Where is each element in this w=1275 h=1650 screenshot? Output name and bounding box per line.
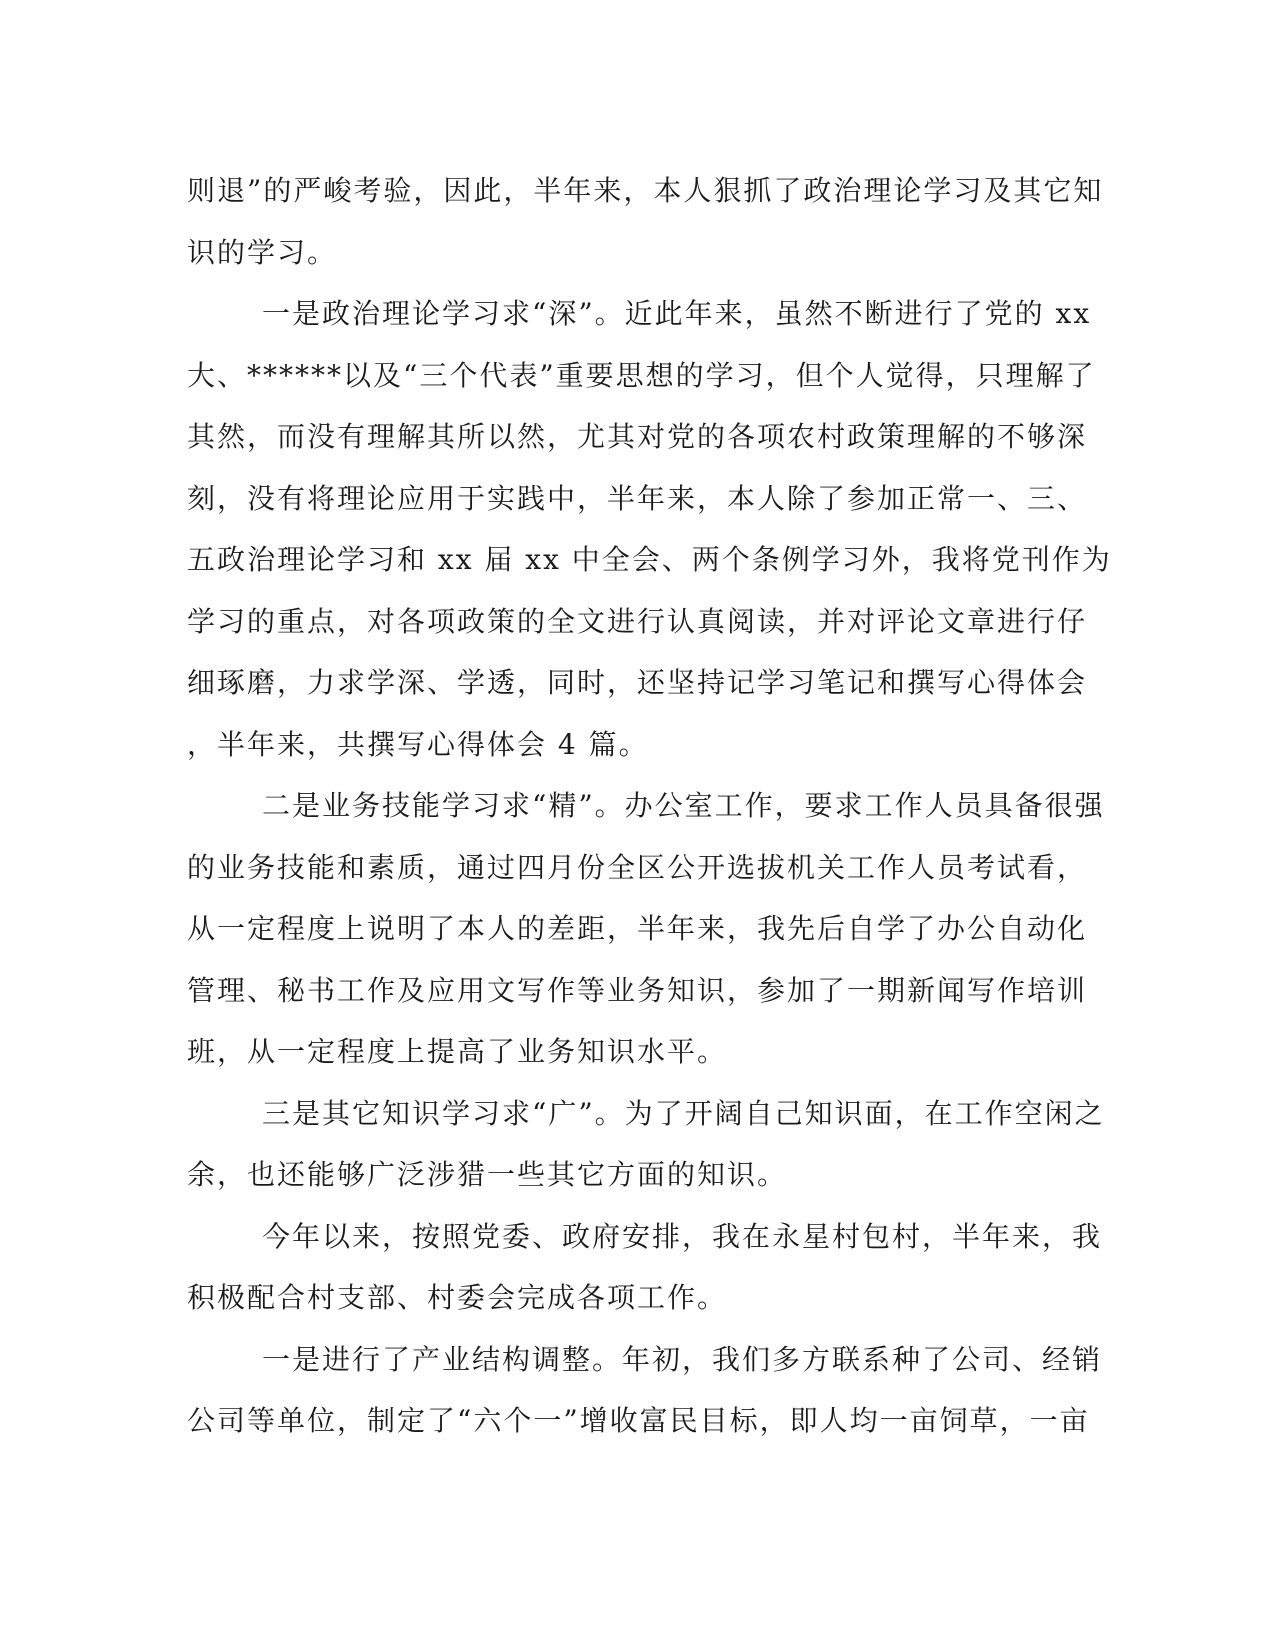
text-line: 五政治理论学习和 xx 届 xx 中全会、两个条例学习外，我将党刊作为 (187, 543, 1112, 576)
text-line: 的业务技能和素质，通过四月份全区公开选拔机关工作人员考试看， (187, 850, 1088, 884)
text-line: 刻，没有将理论应用于实践中，半年来，本人除了参加正常一、三、 (187, 481, 1088, 515)
text-line: 则退”的严峻考验，因此，半年来，本人狠抓了政治理论学习及其它知 (187, 174, 1104, 207)
document-body (187, 160, 1112, 1452)
paragraph-first-line: 今年以来，按照党委、政府安排，我在永星村包村，半年来，我 (262, 1219, 1103, 1253)
text-line: 细琢磨，力求学深、学透，同时，还坚持记学习笔记和撰写心得体会 (187, 666, 1088, 699)
paragraph-first-line: 三是其它知识学习求“广”。为了开阔自己知识面，在工作空闲之 (262, 1096, 1105, 1130)
paragraph-first-line: 一是进行了产业结构调整。年初，我们多方联系种了公司、经销 (262, 1342, 1103, 1376)
text-line: 管理、秘书工作及应用文写作等业务知识，参加了一期新闻写作培训 (187, 973, 1088, 1007)
text-line: 积极配合村支部、村委会完成各项工作。 (187, 1281, 728, 1314)
text-line: 班，从一定程度上提高了业务知识水平。 (187, 1035, 728, 1068)
text-line: 其然，而没有理解其所以然，尤其对党的各项农村政策理解的不够深 (187, 420, 1088, 453)
text-line: 识的学习。 (187, 235, 338, 269)
text-line: 学习的重点，对各项政策的全文进行认真阅读，并对评论文章进行仔 (187, 604, 1088, 638)
text-line: ，半年来，共撰写心得体会 4 篇。 (187, 727, 649, 761)
text-line: 从一定程度上说明了本人的差距，半年来，我先后自学了办公自动化 (187, 912, 1088, 945)
text-line: 余，也还能够广泛涉猎一些其它方面的知识。 (187, 1158, 788, 1191)
text-line: 大、******以及“三个代表”重要思想的学习，但个人觉得，只理解了 (187, 358, 1096, 392)
paragraph-first-line: 一是政治理论学习求“深”。近此年来，虽然不断进行了党的 xx (262, 297, 1092, 330)
text-line: 公司等单位，制定了“六个一”增收富民目标，即人均一亩饲草，一亩 (187, 1404, 1090, 1437)
paragraph-first-line: 二是业务技能学习求“精”。办公室工作，要求工作人员具备很强 (262, 789, 1105, 822)
